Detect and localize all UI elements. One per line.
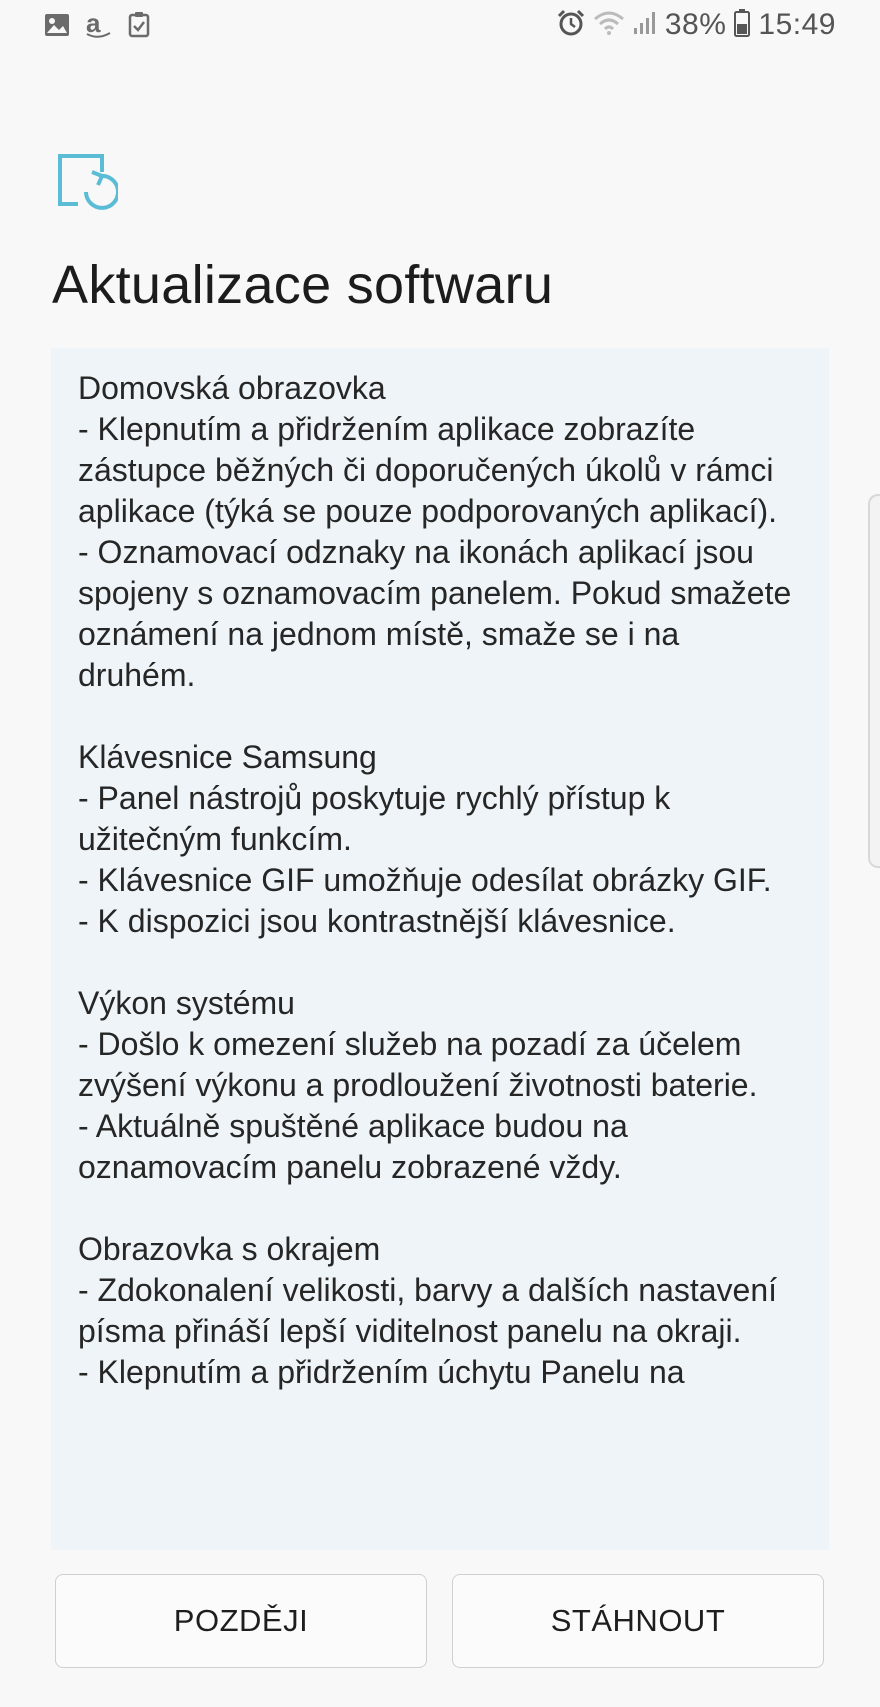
section-home-screen [78, 368, 803, 696]
software-update-icon [56, 152, 118, 218]
svg-text:a: a [86, 12, 101, 38]
list-item: - K dispozici jsou kontrastnější klávesnice. [78, 903, 676, 939]
section-samsung-keyboard [78, 737, 803, 942]
checklist-icon [128, 12, 150, 43]
download-button[interactable]: STÁHNOUT [452, 1574, 824, 1668]
section-edge-screen [78, 1229, 803, 1393]
amazon-icon [84, 12, 114, 43]
list-item: - Zdokonalení velikosti, barvy a dalších nastavení písma přináší lepší viditelnost panelu na okraji. [78, 1272, 778, 1349]
page-title: Aktualizace softwaru [52, 255, 554, 315]
status-bar-system [557, 8, 836, 42]
section-title: Obrazovka s okrajem [78, 1231, 381, 1267]
signal-icon [633, 10, 657, 41]
battery-percentage: 38% [664, 8, 727, 41]
list-item: - Klepnutím a přidržením aplikace zobrazíte zástupce běžných či doporučených úkolů v rámci aplikace (týká se pouze podporovaných aplikací). [78, 411, 778, 529]
clock: 15:49 [758, 8, 836, 41]
section-title: Výkon systému [78, 985, 295, 1021]
wifi-icon [593, 10, 625, 41]
list-item: - Oznamovací odznaky na ikonách aplikací jsou spojeny s oznamovacím panelem. Pokud smažete oznámení na jednom místě, smaže se i na druhém. [78, 534, 792, 693]
later-button[interactable]: POZDĚJI [55, 1574, 427, 1668]
list-item: - Panel nástrojů poskytuje rychlý přístup k užitečným funkcím. [78, 780, 671, 857]
list-item: - Klávesnice GIF umožňuje odesílat obrázky GIF. [78, 862, 772, 898]
battery-icon [734, 9, 750, 42]
list-item: - Klepnutím a přidržením úchytu Panelu na [78, 1354, 685, 1390]
list-item: - Došlo k omezení služeb na pozadí za účelem zvýšení výkonu a prodloužení životnosti baterie. [78, 1026, 758, 1103]
release-notes-panel[interactable] [51, 348, 829, 1550]
status-bar [0, 0, 880, 54]
edge-panel-handle[interactable] [868, 494, 880, 868]
list-item: - Aktuálně spuštěné aplikace budou na oznamovacím panelu zobrazené vždy. [78, 1108, 628, 1185]
gallery-icon [44, 13, 70, 42]
alarm-icon [557, 9, 585, 42]
section-title: Klávesnice Samsung [78, 739, 377, 775]
section-title: Domovská obrazovka [78, 370, 386, 406]
release-notes-content [51, 348, 829, 1393]
section-system-performance [78, 983, 803, 1188]
status-bar-notifications [44, 12, 150, 43]
